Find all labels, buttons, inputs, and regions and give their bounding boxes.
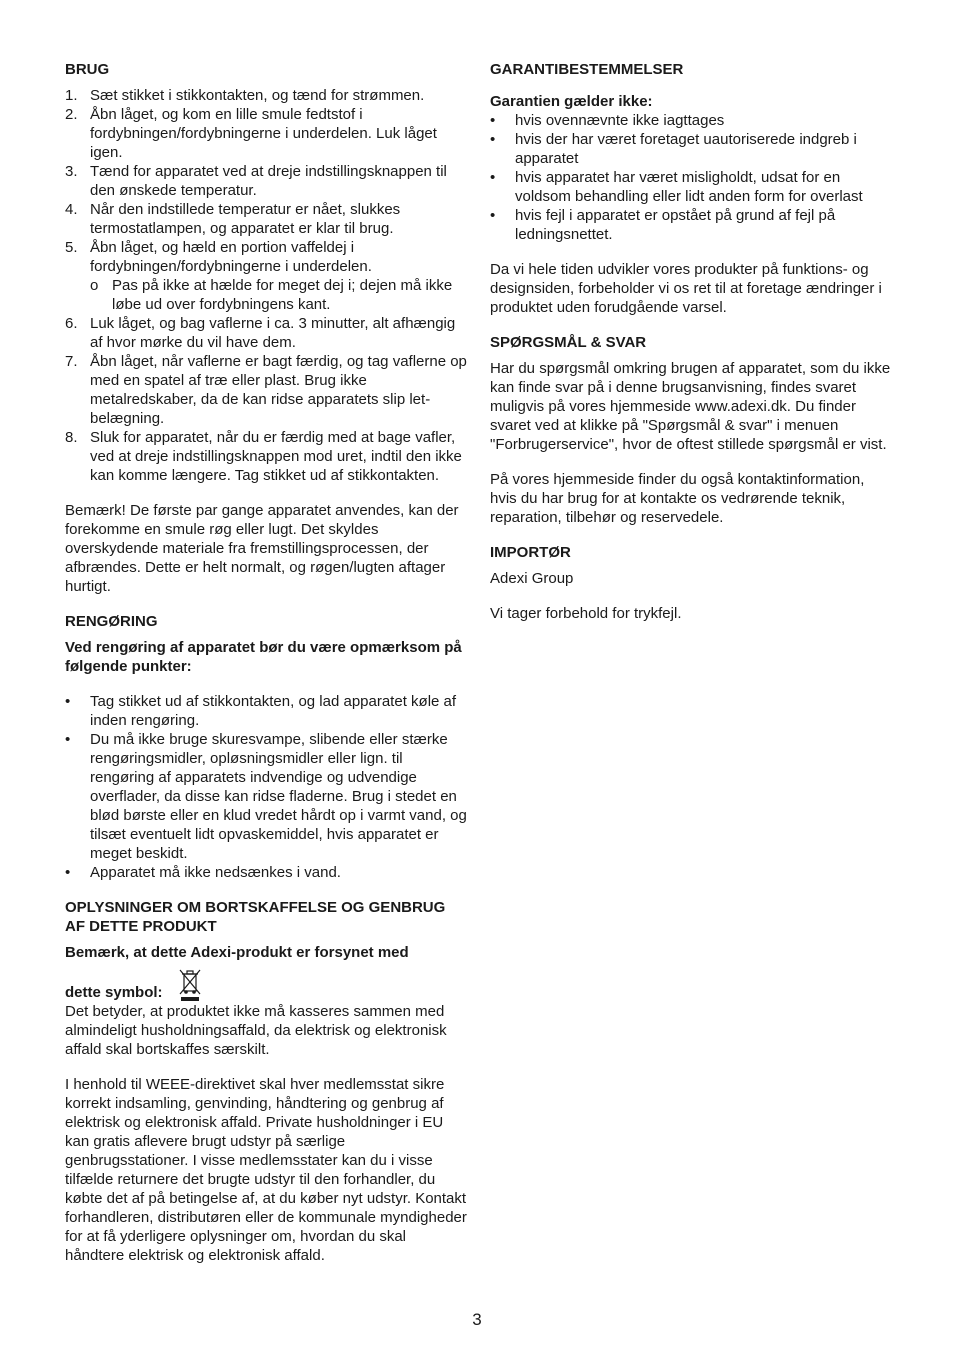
disposal-intro-line1: Bemærk, at dette Adexi-produkt er forsynet med	[65, 944, 409, 961]
sub-list-item: o Pas på ikke at hælde for meget dej i; dejen må ikke løbe ud over fordybningens kant.	[90, 277, 453, 313]
crossed-out-wheelie-bin-icon	[177, 968, 203, 1002]
disposal-paragraph-2: I henhold til WEEE-direktivet skal hver medlemsstat sikre korrekt indsamling, genvinding, håndtering og genbrug af elektrisk og elektronisk affald. Private husholdninger i EU kan gratis aflevere brugt udstyr på særlige genbrugsstationer. I visse medlemsstater kan du i visse tilfælde returnere det brugte udstyr til den forhandler, du købte det af på betingelse af, at du køber nyt udstyr. Kontakt forhandleren, distributøren eller de kommunale myndigheder for at få yderligere oplysninger om, hvordan du skal håndtere elektrisk og elektronisk affald.	[65, 1076, 467, 1264]
cleaning-bullets	[65, 692, 467, 882]
faq-paragraph-2: På vores hjemmeside finder du også kontaktinformation, hvis du har brug for at kontakte os vedrørende teknik, reparation, tilbehør og reservedele.	[490, 471, 865, 526]
print-disclaimer: Vi tager forbehold for trykfejl.	[490, 605, 682, 622]
list-item: • hvis apparatet har været misligholdt, udsat for en voldsom behandling eller lidt anden form for overlast	[490, 169, 863, 205]
list-item: 1. Sæt stikket i stikkontakten, og tænd for strømmen.	[65, 87, 425, 104]
warranty-subheading: Garantien gælder ikke:	[490, 93, 653, 110]
warranty-paragraph: Da vi hele tiden udvikler vores produkter på funktions- og designsiden, forbeholder vi os ret til at foretage ændringer i produktet uden forudgående varsel.	[490, 261, 882, 316]
disposal-symbol-row	[65, 968, 467, 1002]
list-item: 3. Tænd for apparatet ved at dreje indstillingsknappen til den ønskede temperatur.	[65, 163, 447, 199]
faq-paragraph-1: Har du spørgsmål omkring brugen af apparatet, som du ikke kan finde svar på i denne brugsanvisning, findes svaret muligvis på vores hjemmeside www.adexi.dk. Du finder svaret ved at klikke på "Spørgsmål & svar" i menuen "Forbrugerservice", hvor de oftest stillede spørgsmål er vist.	[490, 360, 891, 453]
list-item: 8. Sluk for apparatet, når du er færdig med at bage vafler, ved at dreje indstillingsknappen mod uret, indtil den ikke kan komme længere. Tag stikket ud af stikkontakten.	[65, 429, 462, 484]
list-item: 4. Når den indstillede temperatur er nået, slukkes termostatlampen, og apparatet er klar til brug.	[65, 201, 401, 237]
right-column	[490, 60, 892, 623]
section-heading-bortskaffelse: OPLYSNINGER OM BORTSKAFFELSE OG GENBRUG AF DETTE PRODUKT	[65, 899, 446, 935]
importer-name: Adexi Group	[490, 570, 574, 587]
disposal-intro-line2: dette symbol:	[65, 984, 163, 1001]
page-number: 3	[472, 1310, 482, 1329]
section-heading-faq: SPØRGSMÅL & SVAR	[490, 334, 647, 351]
list-item: 6. Luk låget, og bag vaflerne i ca. 3 minutter, alt afhængig af hvor mørke du vil have dem.	[65, 315, 456, 351]
left-column	[65, 60, 467, 1265]
list-item: • Apparatet må ikke nedsænkes i vand.	[65, 864, 341, 881]
disposal-paragraph-1: Det betyder, at produktet ikke må kasseres sammen med almindeligt husholdningsaffald, da elektrisk og elektronisk affald skal bortskaffes særskilt.	[65, 1003, 447, 1058]
cleaning-intro: Ved rengøring af apparatet bør du være opmærksom på følgende punkter:	[65, 639, 462, 675]
list-item: 5. Åbn låget, og hæld en portion vaffeldej i fordybningen/fordybningerne i underdelen. o Pas på ikke at hælde for meget dej i; dejen må ikke løbe ud over fordybningens kant.	[65, 238, 467, 314]
list-item: • hvis ovennævnte ikke iagttages	[490, 112, 725, 129]
list-item: • Du må ikke bruge skuresvampe, slibende eller stærke rengøringsmidler, opløsningsmidler eller lign. til rengøring af apparatets indvendige og udvendige overflader, da disse kan ridse fladerne. Brug i stedet en blød børste eller en klud vredet hårdt op i varmt vand, og tilsæt eventuelt lidt opvaskemiddel, hvis apparatet er meget beskidt.	[65, 731, 467, 862]
list-item: 2. Åbn låget, og kom en lille smule fedtstof i fordybningen/fordybningerne i underdelen. Luk låget igen.	[65, 106, 437, 161]
section-heading-importor: IMPORTØR	[490, 544, 571, 561]
usage-steps	[65, 86, 467, 485]
list-item: • hvis fejl i apparatet er opstået på grund af fejl på ledningsnettet.	[490, 207, 836, 243]
step-5-subitems	[90, 276, 467, 314]
list-item: • hvis der har været foretaget uautoriserede indgreb i apparatet	[490, 131, 857, 167]
warranty-bullets	[490, 111, 892, 244]
section-heading-brug: BRUG	[65, 61, 110, 78]
smoke-note: Bemærk! De første par gange apparatet anvendes, kan der forekomme en smule røg eller lugt. Det skyldes overskydende materiale fra fremstillingsprocessen, der afbrændes. Dette er helt normalt, og røgen/lugten aftager hurtigt.	[65, 502, 459, 595]
section-heading-garanti: GARANTIBESTEMMELSER	[490, 61, 684, 78]
list-item: • Tag stikket ud af stikkontakten, og lad apparatet køle af inden rengøring.	[65, 693, 457, 729]
list-item: 7. Åbn låget, når vaflerne er bagt færdig, og tag vaflerne op med en spatel af træ eller plast. Brug ikke metalredskaber, da de kan ridse apparatets slip let-belægning.	[65, 353, 467, 427]
section-heading-rengoring: RENGØRING	[65, 613, 158, 630]
